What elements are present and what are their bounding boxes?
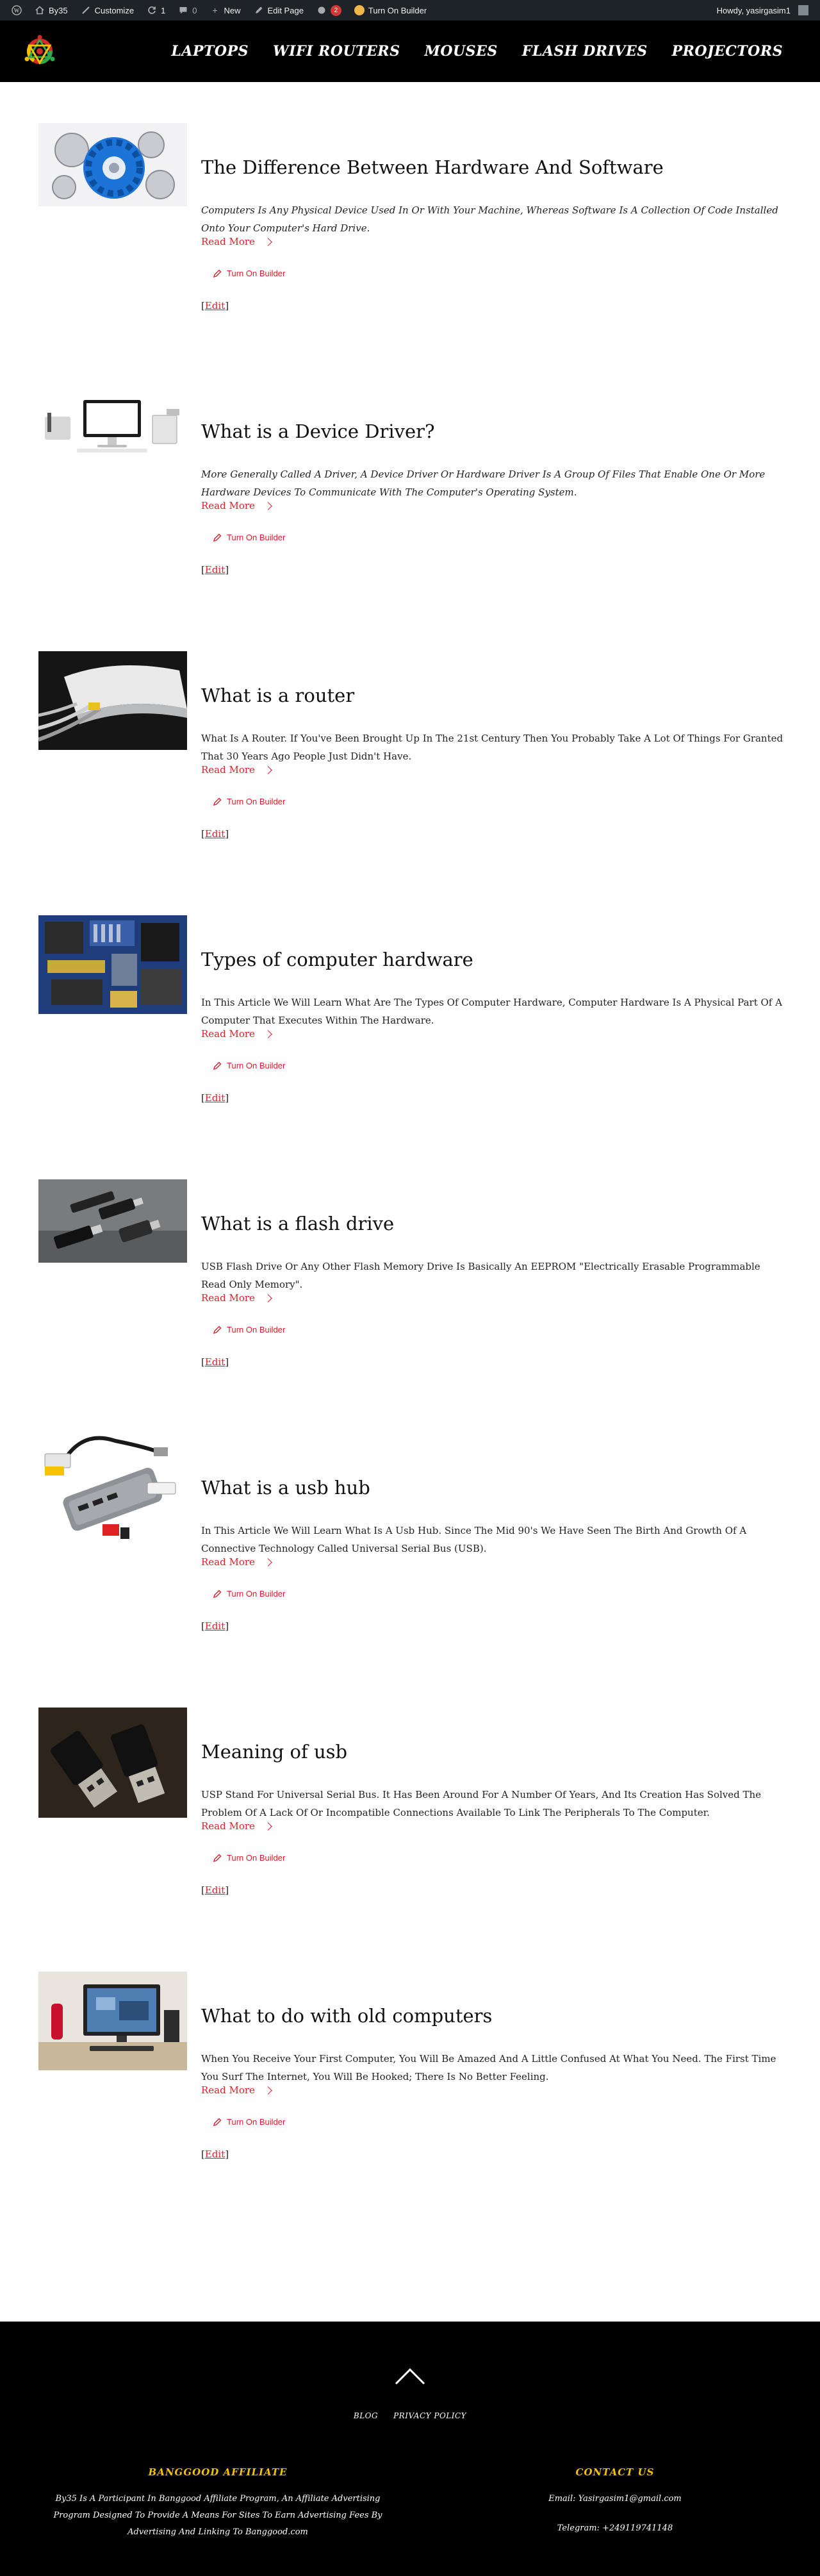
read-more-label: Read More xyxy=(201,500,255,511)
post-title[interactable]: What to do with old computers xyxy=(201,2005,493,2027)
post-thumbnail-motherboard[interactable] xyxy=(38,915,187,1014)
plus-icon: + xyxy=(212,5,218,15)
edit-post xyxy=(201,1092,229,1104)
post-thumbnail-usb-hub[interactable] xyxy=(38,1428,187,1550)
nav-item-flash-drives[interactable]: FLASH DRIVES xyxy=(521,43,648,60)
edit-post xyxy=(201,564,229,576)
chevron-right-icon xyxy=(264,502,272,510)
admin-bar-right xyxy=(710,0,815,21)
site-footer xyxy=(0,2322,820,2576)
turn-on-builder-link[interactable] xyxy=(213,1853,285,1863)
nav-item-projectors[interactable]: PROJECTORS xyxy=(671,43,783,60)
contact-telegram[interactable]: Telegram: +249119741148 xyxy=(557,2523,673,2533)
footer-menu xyxy=(0,2411,820,2420)
post-excerpt: Computers Is Any Physical Device Used In Or With Your Machine, Whereas Software Is A Collection Of Code Installed Onto Your Computer's Hard Drive. xyxy=(201,204,778,234)
avatar xyxy=(798,5,808,15)
edit-link[interactable]: Edit xyxy=(204,300,226,312)
post-excerpt: When You Receive Your First Computer, You Will Be Amazed And A Little Confused At What You Need. The First Time You Surf The Internet, You Will Be Hooked; There Is No Better Feeling. xyxy=(201,2053,776,2082)
read-more-label: Read More xyxy=(201,236,255,247)
pencil-icon xyxy=(213,1061,222,1070)
comment-icon xyxy=(178,5,188,15)
contact-heading: CONTACT US xyxy=(575,2466,655,2478)
post-title[interactable]: What is a router xyxy=(201,685,355,706)
wordpress-icon xyxy=(12,5,22,15)
posts-list xyxy=(0,82,820,2220)
edit-link[interactable]: Edit xyxy=(204,1356,226,1368)
edit-bracket-close: ] xyxy=(225,2148,229,2160)
edit-bracket-close: ] xyxy=(225,1620,229,1632)
post-excerpt: USP Stand For Universal Serial Bus. It Has Been Around For A Number Of Years, And Its Creation Has Solved The Problem Of A Lack Of Or Incompatible Connections Available To Link The Peripherals To The Computer. xyxy=(201,1789,762,1818)
pencil-icon xyxy=(213,533,222,542)
edit-bracket-close: ] xyxy=(225,564,229,576)
customize-link[interactable] xyxy=(74,0,140,21)
post-card xyxy=(0,636,820,900)
updates-link[interactable] xyxy=(140,0,172,21)
nav-item-laptops[interactable]: LAPTOPS xyxy=(171,43,249,60)
post-thumbnail-usb-plugs[interactable] xyxy=(38,1708,187,1818)
edit-post xyxy=(201,300,229,312)
chevron-right-icon xyxy=(264,1822,272,1831)
post-excerpt: More Generally Called A Driver, A Device Driver Or Hardware Driver Is A Group Of Files That Enable One Or More Hardware Devices To Communicate With The Computer's Operating System. xyxy=(201,469,766,498)
post-card xyxy=(0,900,820,1164)
post-excerpt: USB Flash Drive Or Any Other Flash Memory Drive Is Basically An EEPROM "Electrically Erasable Programmable Read Only Memory". xyxy=(201,1261,760,1290)
edit-page-label: Edit Page xyxy=(267,5,304,15)
site-name-menu[interactable] xyxy=(28,0,74,21)
turn-on-builder-link[interactable] xyxy=(213,1325,285,1334)
read-more-label: Read More xyxy=(201,1556,255,1568)
post-thumbnail-old-computer[interactable] xyxy=(38,1972,187,2070)
main-navigation xyxy=(171,43,783,60)
updates-count: 1 xyxy=(161,5,166,15)
edit-post xyxy=(201,1620,229,1632)
edit-bracket-open: [ xyxy=(201,300,205,312)
read-more-label: Read More xyxy=(201,2084,255,2096)
read-more-link[interactable] xyxy=(201,1556,271,1568)
edit-bracket-open: [ xyxy=(201,564,205,576)
read-more-link[interactable] xyxy=(201,500,271,511)
read-more-link[interactable] xyxy=(201,1292,271,1304)
turn-on-builder-label: Turn On Builder xyxy=(227,533,286,542)
turn-on-builder-label: Turn On Builder xyxy=(227,1325,286,1334)
edit-bracket-close: ] xyxy=(225,1356,229,1368)
edit-bracket-open: [ xyxy=(201,2148,205,2160)
updates-icon xyxy=(147,5,157,15)
chevron-right-icon xyxy=(264,1294,272,1302)
site-header xyxy=(0,21,820,82)
chevron-up-icon xyxy=(394,2366,426,2386)
post-card xyxy=(0,108,820,372)
edit-link[interactable]: Edit xyxy=(204,1620,226,1632)
back-to-top-button[interactable] xyxy=(394,2366,426,2386)
post-title[interactable]: What is a usb hub xyxy=(201,1477,370,1499)
wp-logo-menu[interactable] xyxy=(5,0,28,21)
turn-on-builder-link[interactable] xyxy=(213,269,285,278)
edit-bracket-close: ] xyxy=(225,1884,229,1896)
home-icon xyxy=(35,5,45,15)
post-thumbnail-gears[interactable] xyxy=(38,123,187,206)
edit-bracket-close: ] xyxy=(225,828,229,840)
edit-link[interactable]: Edit xyxy=(204,2148,226,2160)
notifications-link[interactable] xyxy=(310,0,348,21)
post-thumbnail-router[interactable] xyxy=(38,651,187,750)
edit-link[interactable]: Edit xyxy=(204,828,226,840)
turn-on-builder-link[interactable] xyxy=(213,1061,285,1070)
pencil-icon xyxy=(213,797,222,806)
notifications-badge: 2 xyxy=(331,5,341,16)
turn-on-builder-label: Turn On Builder xyxy=(227,1853,286,1863)
turn-on-builder-label: Turn On Builder xyxy=(227,2117,286,2127)
chevron-right-icon xyxy=(264,1030,272,1038)
footer-link-privacy-policy[interactable]: PRIVACY POLICY xyxy=(393,2411,467,2420)
edit-bracket-open: [ xyxy=(201,1356,205,1368)
new-content-menu[interactable] xyxy=(204,0,247,21)
post-excerpt: What Is A Router. If You've Been Brought Up In The 21st Century Then You Probably Take A Lot Of Things For Granted That 30 Years Ago People Just Didn't Have. xyxy=(201,733,783,762)
site-name-label: By35 xyxy=(49,5,68,15)
post-title[interactable]: What is a flash drive xyxy=(201,1213,395,1234)
pencil-icon xyxy=(213,1325,222,1334)
new-label: New xyxy=(224,5,241,15)
affiliate-text: By35 Is A Participant In Banggood Affiliate Program, An Affiliate Advertising Program Designed To Provide A Means For Sites To Earn Advertising Fees By Advertising And Linking To Banggood.com xyxy=(53,2494,382,2537)
turn-on-builder-link[interactable] xyxy=(213,1589,285,1599)
turn-on-builder-link[interactable] xyxy=(213,2117,285,2127)
edit-bracket-open: [ xyxy=(201,1092,205,1104)
customize-label: Customize xyxy=(94,5,135,15)
read-more-label: Read More xyxy=(201,764,255,776)
footer-affiliate xyxy=(45,2466,391,2541)
turn-on-builder-link[interactable] xyxy=(213,533,285,542)
edit-bracket-open: [ xyxy=(201,828,205,840)
comments-count: 0 xyxy=(192,5,197,15)
read-more-link[interactable] xyxy=(201,1820,271,1832)
chevron-right-icon xyxy=(264,1558,272,1566)
turn-on-builder-label: Turn On Builder xyxy=(227,1589,286,1599)
read-more-link[interactable] xyxy=(201,1028,271,1040)
post-thumbnail-devices[interactable] xyxy=(38,397,187,455)
edit-post xyxy=(201,2148,229,2160)
read-more-label: Read More xyxy=(201,1292,255,1304)
svg-text:W: W xyxy=(13,7,20,14)
pencil-icon xyxy=(213,269,222,278)
read-more-label: Read More xyxy=(201,1820,255,1832)
edit-post xyxy=(201,828,229,840)
post-card xyxy=(0,1692,820,1956)
howdy-label: Howdy, yasirgasim1 xyxy=(716,5,791,15)
edit-bracket-close: ] xyxy=(225,1092,229,1104)
footer-contact xyxy=(442,2466,788,2537)
footer-link-blog[interactable]: BLOG xyxy=(353,2411,379,2420)
post-card xyxy=(0,1164,820,1428)
builder-label: Turn On Builder xyxy=(368,5,427,15)
edit-page-link[interactable] xyxy=(247,0,310,21)
read-more-link[interactable] xyxy=(201,764,271,776)
edit-link[interactable]: Edit xyxy=(204,1092,226,1104)
admin-bar-left xyxy=(5,0,433,21)
post-title[interactable]: Types of computer hardware xyxy=(201,949,473,970)
read-more-label: Read More xyxy=(201,1028,255,1040)
post-card xyxy=(0,1428,820,1692)
logo-icon xyxy=(22,33,58,69)
post-card xyxy=(0,372,820,636)
pencil-icon xyxy=(254,5,264,15)
edit-link[interactable]: Edit xyxy=(204,564,226,576)
chevron-right-icon xyxy=(264,2086,272,2095)
builder-toggle[interactable] xyxy=(348,0,433,21)
turn-on-builder-label: Turn On Builder xyxy=(227,797,286,806)
comments-link[interactable] xyxy=(172,0,203,21)
wp-admin-bar xyxy=(0,0,820,21)
post-card xyxy=(0,1956,820,2220)
affiliate-heading: BANGGOOD AFFILIATE xyxy=(148,2466,288,2478)
post-title[interactable]: Meaning of usb xyxy=(201,1741,348,1763)
post-title[interactable]: The Difference Between Hardware And Software xyxy=(201,156,664,178)
read-more-link[interactable] xyxy=(201,2084,271,2096)
edit-post xyxy=(201,1356,229,1368)
plugin-icon xyxy=(316,5,327,15)
edit-link[interactable]: Edit xyxy=(204,1884,226,1896)
pencil-icon xyxy=(213,1854,222,1863)
post-title[interactable]: What is a Device Driver? xyxy=(201,420,435,442)
edit-bracket-close: ] xyxy=(225,300,229,312)
pencil-icon xyxy=(213,1590,222,1599)
read-more-link[interactable] xyxy=(201,236,271,247)
post-excerpt: In This Article We Will Learn What Are The Types Of Computer Hardware, Computer Hardware Is A Physical Part Of A Computer That Executes Within The Hardware. xyxy=(201,997,782,1026)
post-thumbnail-flash-drives[interactable] xyxy=(38,1179,187,1263)
nav-item-mouses[interactable]: MOUSES xyxy=(424,43,498,60)
edit-post xyxy=(201,1884,229,1896)
edit-bracket-open: [ xyxy=(201,1620,205,1632)
chevron-right-icon xyxy=(264,238,272,246)
post-excerpt: In This Article We Will Learn What Is A Usb Hub. Since The Mid 90's We Have Seen The Birth And Growth Of A Connective Technology Called Universal Serial Bus (USB). xyxy=(201,1525,747,1554)
pencil-icon xyxy=(213,2118,222,2127)
contact-email[interactable]: Email: Yasirgasim1@gmail.com xyxy=(548,2494,682,2504)
site-logo[interactable] xyxy=(22,33,58,69)
my-account-menu[interactable] xyxy=(710,0,815,21)
turn-on-builder-label: Turn On Builder xyxy=(227,269,286,278)
turn-on-builder-label: Turn On Builder xyxy=(227,1061,286,1070)
nav-item-wifi-routers[interactable]: WIFI ROUTERS xyxy=(272,43,400,60)
turn-on-builder-link[interactable] xyxy=(213,797,285,806)
edit-bracket-open: [ xyxy=(201,1884,205,1896)
builder-icon xyxy=(354,5,365,15)
chevron-right-icon xyxy=(264,766,272,774)
paintbrush-icon xyxy=(81,5,91,15)
